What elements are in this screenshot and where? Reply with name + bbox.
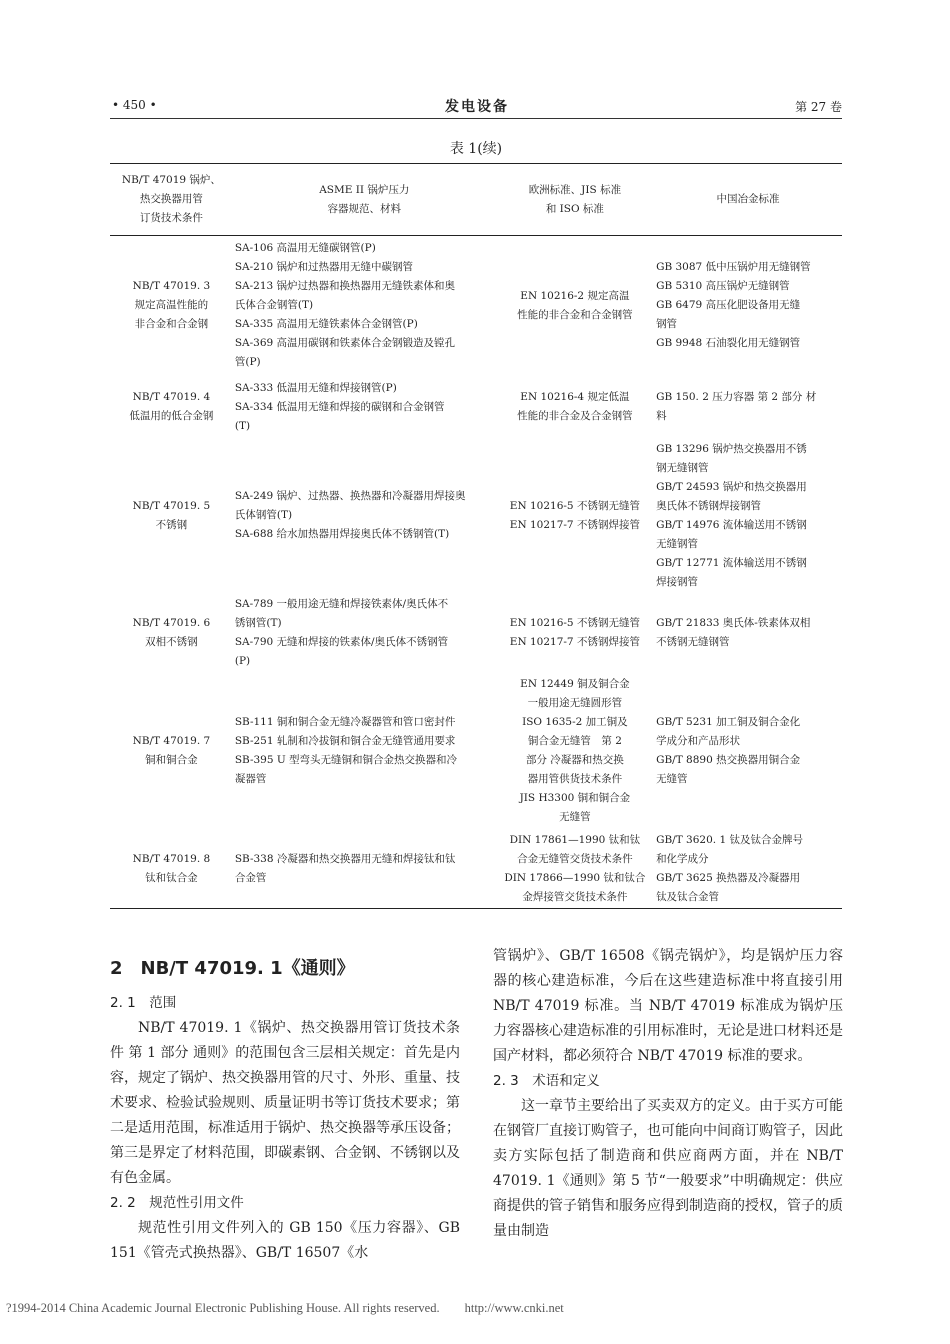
paragraph-references: 规范性引用文件列入的 GB 150《压力容器》、GB 151《管壳式换热器》、GB/T 16507《水	[110, 1220, 460, 1261]
table-cell-c1: NB/T 47019. 8 钛和钛合金	[132, 852, 211, 884]
table-cell-c1: NB/T 47019. 6 双相不锈钢	[132, 616, 211, 648]
table-caption: 表 1(续)	[449, 141, 503, 157]
table-cell-c3: DIN 17861—1990 钛和钛 合金无缝管交货技术条件 DIN 17866—1990 钛和钛合 金焊接管交货技术条件	[504, 833, 646, 903]
table-row	[110, 376, 842, 439]
table-row	[110, 439, 842, 593]
table-cell-c3: EN 12449 铜及铜合金 一般用途无缝圆形管 ISO 1635-2 加工铜及 铜合金无缝管 第 2 部分 冷凝器和热交换 器用管供货技术条件 JIS H3300 铜和铜合金 无缝管	[519, 678, 631, 823]
table-cell-c4: GB/T 5231 加工铜及铜合金化 学成分和产品形状 GB/T 8890 热交换器用铜合金 无缝管	[656, 716, 801, 785]
table-row	[110, 236, 842, 376]
table-cell-c3: EN 10216-4 规定低温 性能的非合金及合金钢管	[517, 391, 633, 422]
header-rule	[110, 118, 842, 119]
article-left-column	[110, 952, 460, 1266]
copyright-footer: ?1994-2014 China Academic Journal Electronic Publishing House. All rights reserved. http://www.cnki.net	[6, 1301, 564, 1315]
page-header	[112, 96, 842, 118]
table-cell-c2: SA-106 高温用无缝碳钢管(P) SA-210 锅炉和过热器用无缝中碳钢管 SA-213 锅炉过热器和换热器用无缝铁素体和奥 氏体合金钢管(T) SA-335 高温用无缝铁素体合金钢管(P) SA-369 高温用碳钢和铁素体合金钢锻造及镗孔 管(P)	[234, 242, 456, 369]
table-cell-c2: SA-789 一般用途无缝和焊接铁素体/奥氏体不 锈钢管(T) SA-790 无缝和焊接的铁素体/奥氏体不锈钢管 (P)	[234, 597, 449, 667]
table-cell-c3: EN 10216-2 规定高温 性能的非合金和合金钢管	[517, 289, 633, 321]
table-row	[110, 830, 842, 909]
table-cell-c2: SA-249 锅炉、过热器、换热器和冷凝器用焊接奥 氏体钢管(T) SA-688 给水加热器用焊接奥氏体不锈钢管(T)	[234, 490, 466, 540]
table-cell-c3: EN 10216-5 不锈钢无缝管 EN 10217-7 不锈钢焊接管	[509, 616, 640, 648]
table-cell-c4: GB 3087 低中压锅炉用无缝钢管 GB 5310 高压锅炉无缝钢管 GB 6479 高压化肥设备用无缝 钢管 GB 9948 石油裂化用无缝钢管	[656, 261, 811, 350]
table-cell-c4: GB 150. 2 压力容器 第 2 部分 材 料	[656, 391, 817, 422]
table-cell-c1: NB/T 47019. 7 铜和铜合金	[132, 735, 211, 766]
table-cell-c2: SB-111 铜和铜合金无缝冷凝器管和管口密封件 SB-251 轧制和冷拔铜和铜合金无缝管通用要求 SB-395 U 型弯头无缝铜和铜合金热交换器和冷 凝器管	[234, 716, 458, 785]
paragraph-references-cont: 管锅炉》、GB/T 16508《锅壳锅炉》，均是锅炉压力容器的核心建造标准，今后在这些建造标准中将直接引用 NB/T 47019 标准。当 NB/T 47019 标准成为锅炉压力容器核心建造标准的引用标准时，无论是进口材料还是国产材料，都必须符合 NB/T 47019 标准的要求。	[493, 948, 843, 1064]
journal-title: 发电设备	[445, 99, 509, 115]
article-right-column	[493, 944, 843, 1244]
standards-table	[110, 163, 842, 909]
table-cell-c3: EN 10216-5 不锈钢无缝管 EN 10217-7 不锈钢焊接管	[509, 499, 640, 531]
table-cell-c1: NB/T 47019. 4 低温用的低合金钢	[129, 391, 214, 422]
header-nb: NB/T 47019 锅炉、 热交换器用管 订货技术条件	[121, 174, 221, 224]
table-cell-c2: SA-333 低温用无缝和焊接钢管(P) SA-334 低温用无缝和焊接的碳钢和合金钢管 (T)	[234, 381, 445, 432]
subsection-title-2-1: 2. 1 范围	[110, 995, 177, 1011]
table-cell-c4: GB 13296 锅炉热交换器用不锈 钢无缝钢管 GB/T 24593 锅炉和热交换器用 奥氏体不锈钢焊接钢管 GB/T 14976 流体输送用不锈钢 无缝钢管 GB/T 12771 流体输送用不锈钢 焊接钢管	[656, 442, 807, 588]
header-china-metallurgy: 中国冶金标准	[716, 193, 780, 205]
paragraph-scope: NB/T 47019. 1《锅炉、热交换器用管订货技术条件 第 1 部分 通则》的范围包含三层相关规定：首先是内容，规定了锅炉、热交换器用管的尺寸、外形、重量、技术要求、检验试验规则、质量证明书等订货技术要求；第二是适用范围，标准适用于锅炉、热交换器等承压设备；第三是界定了材料范围，即碳素钢、合金钢、不锈钢以及有色金属。	[110, 1020, 460, 1186]
section-title: 2 NB/T 47019. 1《通则》	[110, 958, 355, 979]
table-row	[110, 673, 842, 830]
header-asme: ASME II 锅炉压力 容器规范、材料	[319, 183, 410, 215]
paragraph-terms: 这一章节主要给出了买卖双方的定义。由于买方可能在钢管厂直接订购管子，也可能向中间商订购管子，因此卖方实际包括了制造商和供应商两方面，并在 NB/T 47019. 1《通则》第 5 节“一般要求”中明确规定：供应商提供的管子销售和服务应得到制造商的授权，管子的质量由制造	[493, 1098, 843, 1239]
subsection-title-2-2: 2. 2 规范性引用文件	[110, 1195, 244, 1211]
subsection-title-2-3: 2. 3 术语和定义	[493, 1073, 600, 1089]
table-cell-c4: GB/T 3620. 1 钛及钛合金牌号 和化学成分 GB/T 3625 换热器及冷凝器用 钛及钛合金管	[656, 833, 803, 903]
table-cell-c1: NB/T 47019. 3 规定高温性能的 非合金和合金钢	[132, 280, 211, 331]
volume-number: 第 27 卷	[795, 100, 842, 114]
page-number: • 450 •	[112, 98, 157, 112]
table-cell-c4: GB/T 21833 奥氏体-铁素体双相 不锈钢无缝钢管	[656, 616, 811, 648]
table-cell-c1: NB/T 47019. 5 不锈钢	[132, 499, 211, 531]
table-row	[110, 593, 842, 673]
header-en-jis-iso: 欧洲标准、JIS 标准 和 ISO 标准	[528, 183, 622, 215]
table-cell-c2: SB-338 冷凝器和热交换器用无缝和焊接钛和钛 合金管	[234, 852, 456, 884]
table-header-row	[110, 164, 842, 236]
